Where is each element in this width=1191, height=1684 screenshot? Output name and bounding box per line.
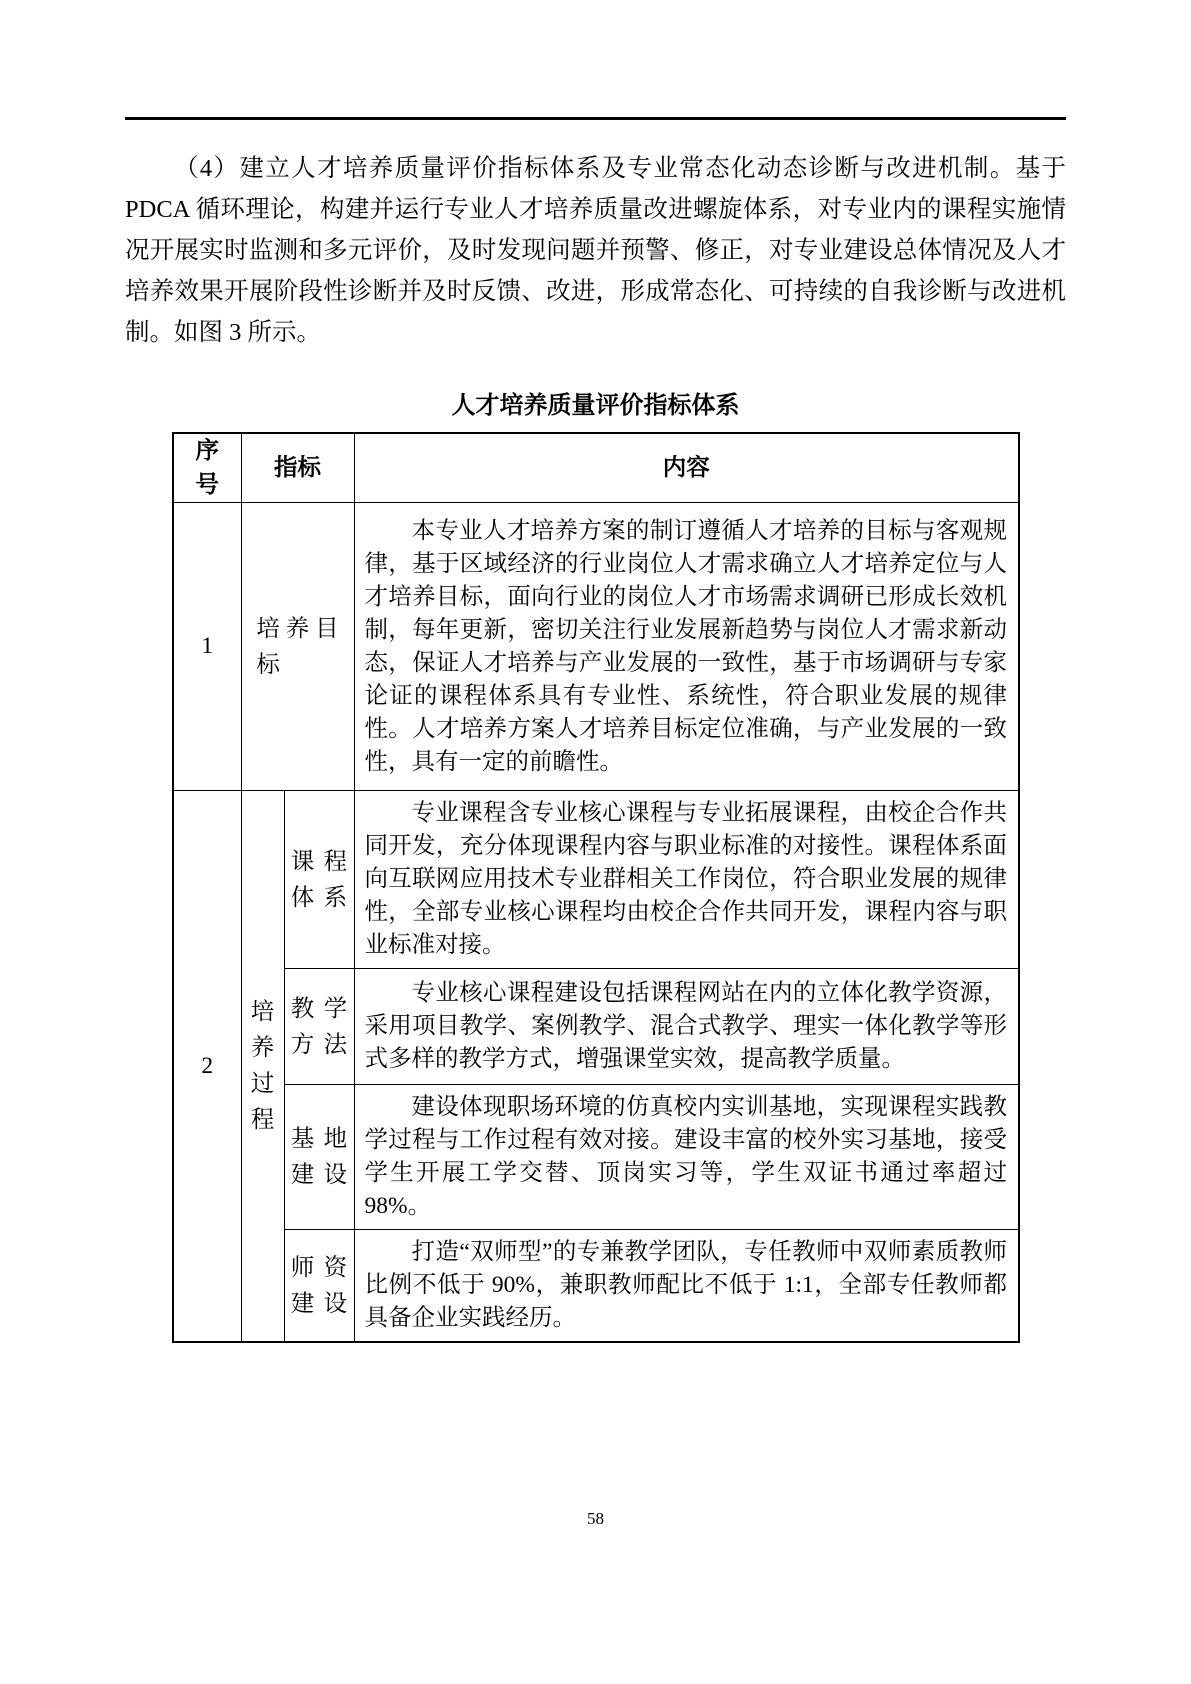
header-cell-content [354, 433, 1019, 503]
header-no-label: 序号 [195, 438, 219, 498]
row2-indicator-label: 培养过程 [250, 999, 275, 1133]
row1-indicator-label: 培养目标 [256, 615, 339, 678]
subrow-base-label-cell [284, 1085, 354, 1230]
subrow-curriculum-content-text: 专业课程含专业核心课程与专业拓展课程，由校企合作共同开发，充分体现课程内容与职业标准的对接性。课程体系面向互联网应用技术专业群相关工作岗位，符合职业发展的规律性，全部专业核心课程均由校企合作共同开发，课程内容与职业标准对接。 [364, 800, 1007, 958]
subrow-base-content-cell [354, 1085, 1019, 1230]
table-row-2-curriculum [173, 791, 1019, 969]
header-cell-no [173, 433, 241, 503]
subrow-base-label: 基地建设 [290, 1126, 348, 1188]
subrow-curriculum-label-cell [284, 791, 354, 969]
header-rule-divider [125, 117, 1066, 120]
page-number: 58 [587, 1509, 604, 1528]
row2-no-cell: 2 [173, 791, 241, 1343]
subrow-teaching-label-cell [284, 969, 354, 1085]
subrow-curriculum-content-cell [354, 791, 1019, 969]
subrow-faculty-label: 师资建设 [290, 1254, 348, 1317]
header-content-label: 内容 [662, 455, 710, 481]
subrow-faculty-content-cell [354, 1230, 1019, 1343]
table-row-2-base [173, 1085, 1019, 1230]
subrow-base-content-text: 建设体现职场环境的仿真校内实训基地，实现课程实践教学过程与工作过程有效对接。建设丰富的校外实习基地，接受学生开展工学交替、顶岗实习等，学生双证书通过率超过 98%。 [364, 1094, 1007, 1219]
table-row-2-teaching [173, 969, 1019, 1085]
table-row-1 [173, 503, 1019, 791]
body-paragraph: （4）建立人才培养质量评价指标体系及专业常态化动态诊断与改进机制。基于 PDCA 循环理论，构建并运行专业人才培养质量改进螺旋体系，对专业内的课程实施情况开展实时监测和多元评价，及时发现问题并预警、修正，对专业建设总体情况及人才培养效果开展阶段性诊断并及时反馈、改进，形成常态化、可持续的自我诊断与改进机制。如图 3 所示。 [125, 155, 1066, 346]
table-header-row [173, 433, 1019, 503]
subrow-teaching-content-cell [354, 969, 1019, 1085]
subrow-faculty-content-text: 打造“双师型”的专兼教学团队，专任教师中双师素质教师比例不低于 90%，兼职教师配比不低于 1:1，全部专任教师都具备企业实践经历。 [364, 1239, 1007, 1331]
subrow-teaching-label: 教学方法 [290, 995, 348, 1058]
row1-content-text: 本专业人才培养方案的制订遵循人才培养的目标与客观规律，基于区域经济的行业岗位人才需求确立人才培养定位与人才培养目标，面向行业的岗位人才市场需求调研已形成长效机制，每年更新，密切关注行业发展新趋势与岗位人才需求新动态，保证人才培养与产业发展的一致性，基于市场调研与专家论证的课程体系具有专业性、系统性，符合职业发展的规律性。人才培养方案人才培养目标定位准确，与产业发展的一致性，具有一定的前瞻性。 [364, 517, 1007, 775]
row1-indicator-cell [241, 503, 354, 791]
table-row-2-faculty [173, 1230, 1019, 1343]
subrow-teaching-content-text: 专业核心课程建设包括课程网站在内的立体化教学资源，采用项目教学、案例教学、混合式教学、理实一体化教学等形式多样的教学方式，增强课堂实效，提高教学质量。 [364, 980, 1007, 1072]
header-indicator-label: 指标 [274, 455, 321, 481]
row1-content-cell [354, 503, 1019, 791]
row2-indicator-cell [241, 791, 284, 1343]
subrow-faculty-label-cell [284, 1230, 354, 1343]
quality-indicator-table [172, 432, 1020, 1343]
header-cell-indicator [241, 433, 354, 503]
table-title: 人才培养质量评价指标体系 [451, 393, 740, 419]
row1-no-cell: 1 [173, 503, 241, 791]
subrow-curriculum-label: 课程体系 [290, 848, 348, 911]
